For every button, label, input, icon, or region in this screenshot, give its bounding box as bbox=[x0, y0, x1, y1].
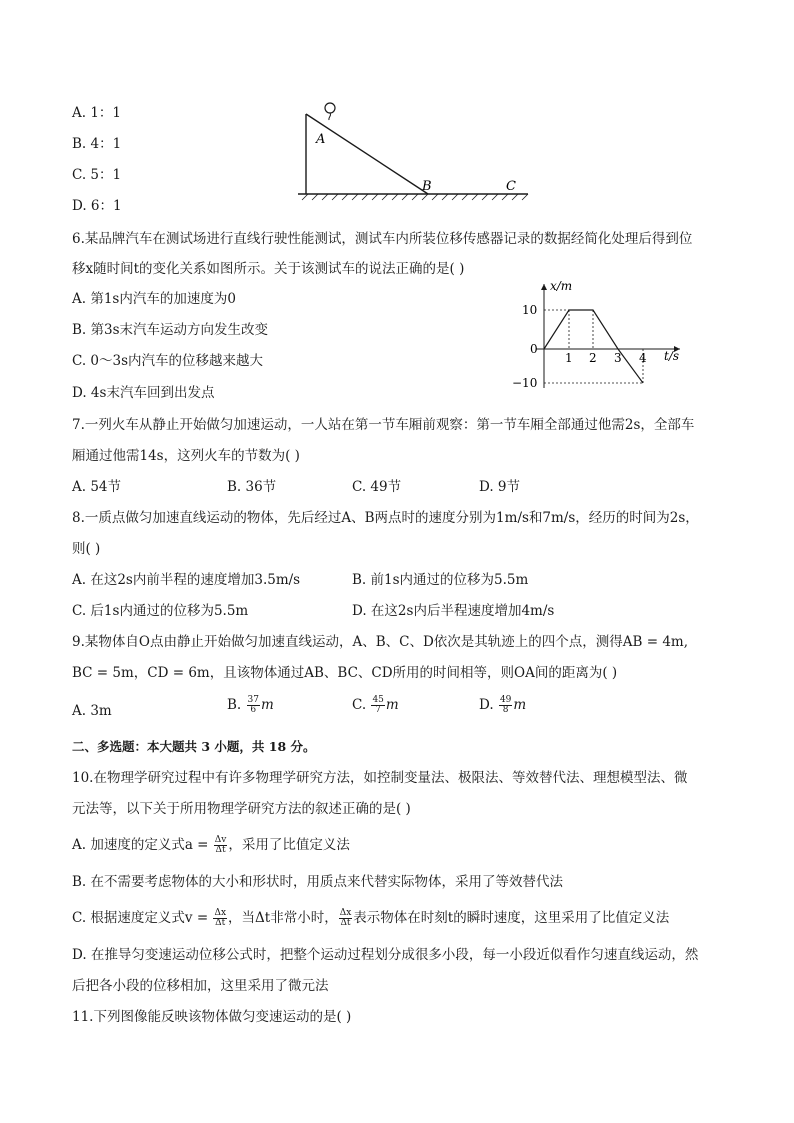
q6-option-c: C. 0～3s内汽车的位移越来越大 bbox=[72, 353, 264, 369]
q9-option-d bbox=[479, 696, 526, 715]
x-tick-1: 1 bbox=[565, 351, 573, 365]
fraction-numerator: 49 bbox=[499, 695, 512, 705]
fraction-denominator: Δt bbox=[215, 918, 226, 928]
q5-option-a: A. 1：1 bbox=[72, 105, 122, 121]
xt-graph bbox=[508, 276, 698, 396]
q5-option-c: C. 5：1 bbox=[72, 167, 122, 183]
y-tick-10: 10 bbox=[522, 303, 538, 317]
unit: m bbox=[385, 697, 399, 713]
incline-figure bbox=[296, 96, 536, 204]
point-c-label: C bbox=[506, 179, 516, 194]
q9-option-c-fraction bbox=[371, 696, 384, 715]
q10-option-a-suffix: ，采用了比值定义法 bbox=[228, 837, 350, 853]
q10-stem-line1: 10.在物理学研究过程中有许多物理学研究方法，如控制变量法、极限法、等效替代法、理想模型法、微 bbox=[72, 770, 688, 786]
q7-option-d: D. 9节 bbox=[479, 479, 521, 495]
fraction-numerator: Δx bbox=[214, 908, 227, 918]
unit: m bbox=[260, 697, 274, 713]
fraction-numerator: 45 bbox=[372, 695, 384, 705]
q10-option-a-fraction bbox=[214, 836, 228, 855]
q6-option-d: D. 4s末汽车回到出发点 bbox=[72, 385, 215, 401]
q10-option-c-suffix: 表示物体在时刻t的瞬时速度，这里采用了比值定义法 bbox=[353, 910, 670, 926]
x-tick-4: 4 bbox=[639, 351, 647, 365]
q6-stem-line1: 6.某品牌汽车在测试场进行直线行驶性能测试，测试车内所装位移传感器记录的数据经简化处理后得到位 bbox=[72, 231, 693, 247]
q8-option-a: A. 在这2s内前半程的速度增加3.5m/s bbox=[72, 572, 301, 588]
unit: m bbox=[513, 697, 527, 713]
q10-option-a bbox=[72, 836, 350, 855]
q8-stem-line2: 则( ) bbox=[72, 541, 101, 557]
q6-option-a: A. 第1s内汽车的加速度为0 bbox=[72, 291, 236, 307]
q9-option-d-label: D. bbox=[479, 697, 498, 713]
x-tick-3: 3 bbox=[614, 351, 622, 365]
q10-option-a-prefix: A. 加速度的定义式a = bbox=[72, 837, 213, 853]
fraction-numerator: Δv bbox=[214, 835, 227, 845]
q9-option-b bbox=[227, 696, 274, 715]
q8-option-d: D. 在这2s内后半程速度增加4m/s bbox=[352, 603, 555, 619]
fraction-denominator: Δt bbox=[215, 845, 226, 855]
q10-option-c-mid: ，当Δt非常小时， bbox=[228, 910, 338, 926]
q8-option-b: B. 前1s内通过的位移为5.5m bbox=[352, 572, 529, 588]
fraction-denominator: 8 bbox=[502, 705, 509, 715]
q5-option-d: D. 6：1 bbox=[72, 198, 122, 214]
x-axis-label: t/s bbox=[664, 349, 680, 363]
fraction-numerator: Δx bbox=[339, 908, 352, 918]
q7-stem-line2: 厢通过他需14s，这列火车的节数为( ) bbox=[72, 448, 300, 464]
fraction-denominator: Δt bbox=[340, 918, 351, 928]
q9-option-b-label: B. bbox=[227, 697, 246, 713]
y-tick-0: 0 bbox=[530, 342, 538, 356]
point-b-label: B bbox=[422, 179, 432, 194]
q10-stem-line2: 元法等，以下关于所用物理学研究方法的叙述正确的是( ) bbox=[72, 801, 411, 817]
q9-option-a: A. 3m bbox=[72, 703, 112, 719]
section-heading: 二、多选题：本大题共 3 小题，共 18 分。 bbox=[72, 739, 316, 754]
q5-option-b: B. 4：1 bbox=[72, 136, 122, 152]
q7-option-a: A. 54节 bbox=[72, 479, 122, 495]
q6-stem-line2: 移x随时间t的变化关系如图所示。关于该测试车的说法正确的是( ) bbox=[72, 261, 465, 277]
q6-option-b: B. 第3s末汽车运动方向发生改变 bbox=[72, 322, 269, 338]
q10-option-c-fraction-2 bbox=[339, 909, 353, 928]
x-tick-2: 2 bbox=[589, 351, 597, 365]
q10-option-c-prefix: C. 根据速度定义式v = bbox=[72, 910, 213, 926]
q9-option-c-label: C. bbox=[352, 697, 371, 713]
q8-option-c: C. 后1s内通过的位移为5.5m bbox=[72, 603, 249, 619]
q9-stem-line2: BC = 5m，CD = 6m，且该物体通过AB、BC、CD所用的时间相等，则OA间的距离为( ) bbox=[72, 665, 618, 681]
q10-option-c bbox=[72, 909, 669, 928]
q10-option-c-fraction bbox=[213, 909, 227, 928]
q10-option-d-line2: 后把各小段的位移相加，这里采用了微元法 bbox=[72, 978, 329, 994]
ball-icon bbox=[325, 103, 335, 113]
q7-option-c: C. 49节 bbox=[352, 479, 402, 495]
y-axis-label: x/m bbox=[550, 279, 573, 293]
q7-option-b: B. 36节 bbox=[227, 479, 277, 495]
point-a-label: A bbox=[316, 132, 326, 147]
q9-option-c bbox=[352, 696, 399, 715]
fraction-denominator: 6 bbox=[250, 705, 257, 715]
fraction-numerator: 37 bbox=[247, 695, 259, 705]
y-tick-neg10: −10 bbox=[512, 376, 538, 390]
q11-stem: 11.下列图像能反映该物体做匀变速运动的是( ) bbox=[72, 1009, 352, 1025]
q9-stem-line1: 9.某物体自O点由静止开始做匀加速直线运动，A、B、C、D依次是其轨迹上的四个点，测得AB = 4m, bbox=[72, 634, 689, 650]
q8-stem-line1: 8.一质点做匀加速直线运动的物体，先后经过A、B两点时的速度分别为1m/s和7m/s，经历的时间为2s， bbox=[72, 510, 699, 526]
q9-option-d-fraction bbox=[499, 696, 512, 715]
q7-stem-line1: 7.一列火车从静止开始做匀加速运动，一人站在第一节车厢前观察：第一节车厢全部通过他需2s，全部车 bbox=[72, 417, 695, 433]
fraction-denominator: 7 bbox=[375, 705, 382, 715]
q10-option-d-line1: D. 在推导匀变速运动位移公式时，把整个运动过程划分成很多小段，每一小段近似看作匀速直线运动，然 bbox=[72, 947, 699, 963]
q9-option-b-fraction bbox=[247, 696, 260, 715]
q10-option-b: B. 在不需要考虑物体的大小和形状时，用质点来代替实际物体，采用了等效替代法 bbox=[72, 874, 564, 890]
xt-line bbox=[544, 310, 643, 383]
